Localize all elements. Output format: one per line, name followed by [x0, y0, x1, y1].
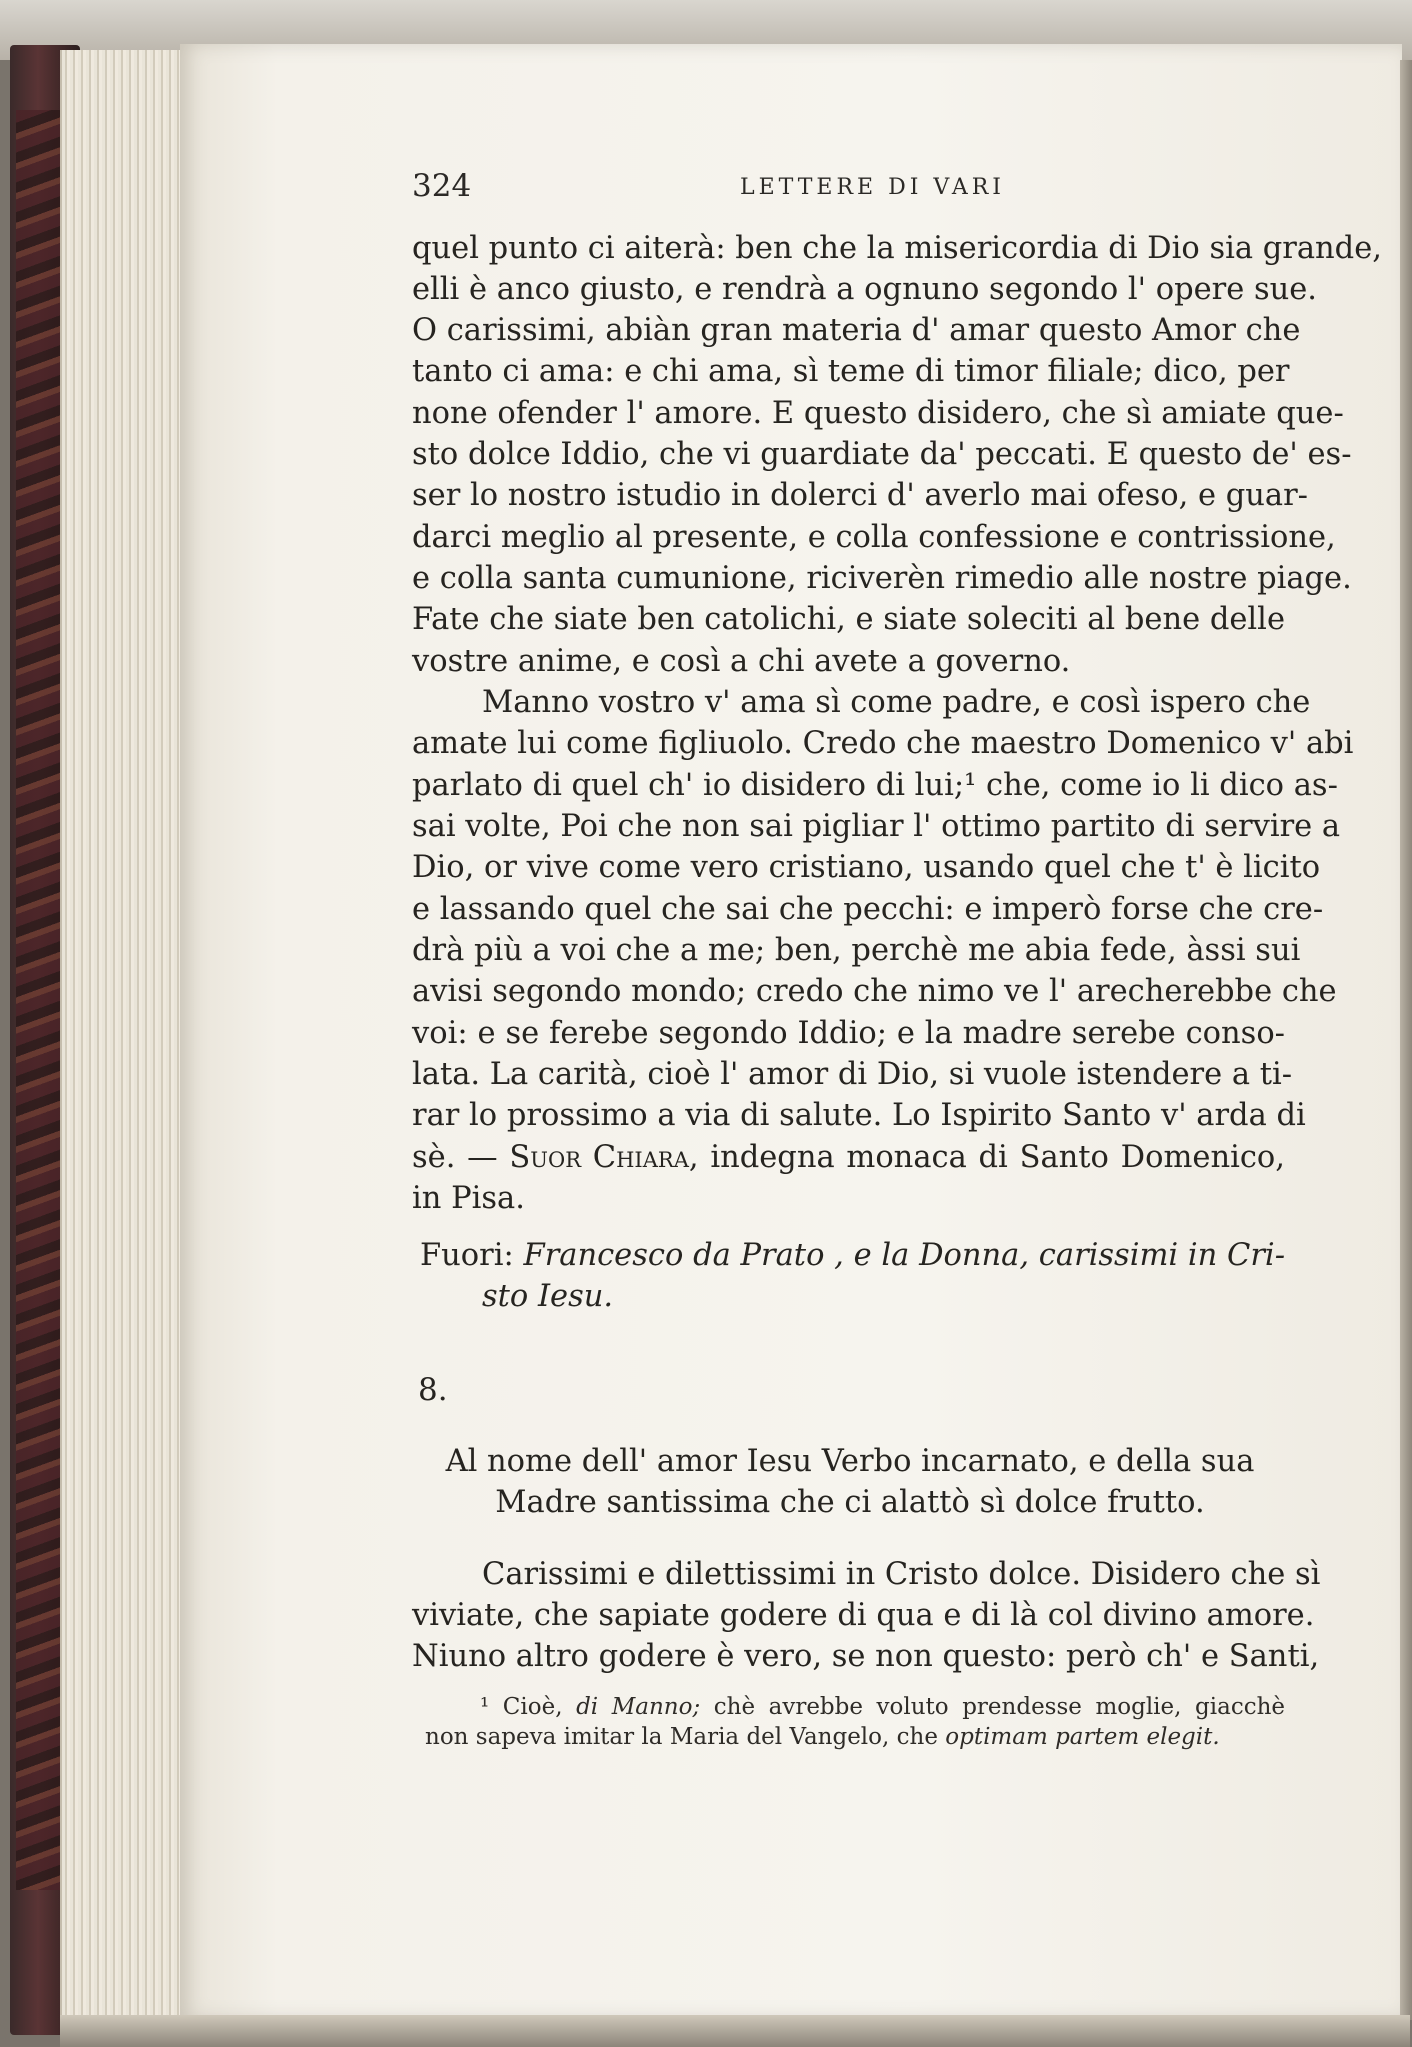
- text-line: Carissimi e dilettissimi in Cristo dolce. Disidero che sì: [482, 1557, 1321, 1592]
- text-line: none ofender l' amore. E questo disidero, che sì amiate que-: [412, 396, 1344, 431]
- address-line-2: sto Iesu.: [482, 1279, 614, 1314]
- text-line: avisi segondo mondo; credo che nimo ve l' arecherebbe che: [412, 974, 1337, 1009]
- text-line: Niuno altro godere è vero, se non questo: però ch' e Santi,: [412, 1639, 1320, 1674]
- text-line: viviate, che sapiate godere di qua e di là col divino amore.: [412, 1598, 1315, 1633]
- footnote-marker: ¹: [480, 1694, 490, 1720]
- invocation-line-2: Madre santissima che ci alattò sì dolce frutto.: [495, 1485, 1205, 1520]
- signature-place: in Pisa.: [412, 1181, 525, 1216]
- text-line: drà più a voi che a me; ben, perchè me abia fede, àssi sui: [412, 933, 1301, 968]
- invocation-line-1: Al nome dell' amor Iesu Verbo incarnato, e della sua: [445, 1444, 1255, 1479]
- address-line: [420, 1238, 1285, 1273]
- footnote-italic: optimam partem elegit.: [945, 1724, 1220, 1750]
- signature-suffix: , indegna monaca di Santo Domenico,: [688, 1140, 1285, 1175]
- footnote-italic: di Manno;: [576, 1694, 701, 1720]
- text-line: rar lo prossimo a via di salute. Lo Ispirito Santo v' arda di: [412, 1098, 1306, 1133]
- footnote-text: Cioè,: [489, 1694, 577, 1720]
- text-line: Manno vostro v' ama sì come padre, e così ispero che: [482, 685, 1311, 720]
- text-line: sto dolce Iddio, che vi guardiate da' peccati. E questo de' es-: [412, 437, 1352, 472]
- address-label: Fuori:: [420, 1238, 524, 1273]
- text-line: tanto ci ama: e chi ama, sì teme di timor filiale; dico, per: [412, 354, 1290, 389]
- text-line: quel punto ci aiterà: ben che la misericordia di Dio sia grande,: [412, 231, 1382, 266]
- footnote-text: non sapeva imitar la Maria del Vangelo, che: [425, 1724, 946, 1750]
- text-line: Dio, or vive come vero cristiano, usando quel che t' è licito: [412, 850, 1321, 885]
- text-line: darci meglio al presente, e colla confessione e contrissione,: [412, 520, 1336, 555]
- text-line: sai volte, Poi che non sai pigliar l' ottimo partito di servire a: [412, 809, 1341, 844]
- footnote-text: chè avrebbe voluto prendesse moglie, giacchè: [700, 1694, 1285, 1720]
- text-line: lata. La carità, cioè l' amor di Dio, si vuole istendere a ti-: [412, 1057, 1293, 1092]
- running-title: LETTERE DI VARI: [740, 175, 1005, 200]
- page-edges: [60, 50, 187, 2015]
- footnote-line-1: [480, 1692, 1285, 1722]
- address-recipient: Francesco da Prato , e la Donna, carissimi in Cri-: [523, 1238, 1285, 1273]
- text-line: e lassando quel che sai che pecchi: e imperò forse che cre-: [412, 892, 1324, 927]
- text-line: ser lo nostro istudio in dolerci d' averlo mai ofeso, e guar-: [412, 478, 1308, 513]
- text-line: O carissimi, abiàn gran materia d' amar questo Amor che: [412, 313, 1301, 348]
- text-line: elli è anco giusto, e rendrà a ognuno segondo l' opere sue.: [412, 272, 1318, 307]
- marbled-cover: [16, 110, 66, 1890]
- text-line: Fate che siate ben catolichi, e siate soleciti al bene delle: [412, 602, 1285, 637]
- signature-name: Suor Chiara: [509, 1140, 689, 1175]
- text-line: voi: e se ferebe segondo Iddio; e la madre serebe conso-: [412, 1016, 1285, 1051]
- text-line: parlato di quel ch' io disidero di lui;¹ che, come io li dico as-: [412, 768, 1338, 803]
- text-line: vostre anime, e così a chi avete a governo.: [412, 644, 1071, 679]
- section-number: 8.: [418, 1372, 448, 1408]
- page-number: 324: [412, 168, 472, 204]
- signature-prefix: sè. —: [412, 1140, 510, 1175]
- text-line: e colla santa cumunione, riciverèn rimedio alle nostre piage.: [412, 561, 1352, 596]
- page-bottom-edge: [60, 2015, 1410, 2047]
- page-right-edge: [1400, 60, 1412, 2020]
- footnote-line-2: [425, 1722, 1285, 1752]
- text-line: amate lui come figliuolo. Credo che maestro Domenico v' abi: [412, 726, 1354, 761]
- signature-line: [412, 1137, 1285, 1178]
